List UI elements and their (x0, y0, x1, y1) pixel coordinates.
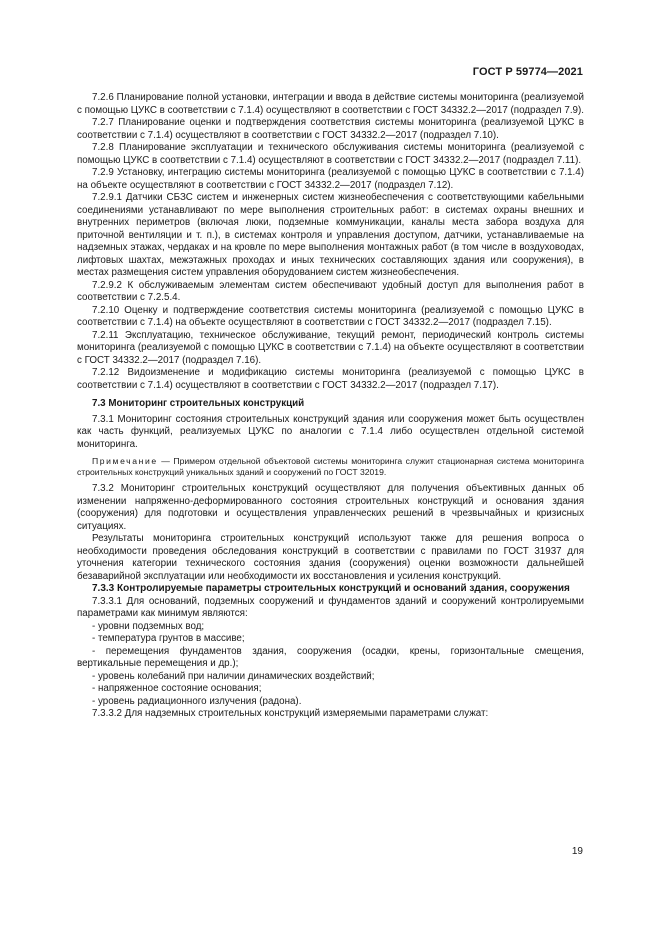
note-text: — Примером отдельной объектовой системы мониторинга служит стационарная система мониторинга строительных конструкций уникальных зданий и сооружений по ГОСТ 32019. (77, 456, 584, 477)
clause-7-3-3-1: 7.3.3.1 Для оснований, подземных сооружений и фундаментов зданий и сооружений контролируемыми параметрами как минимум являются: (77, 595, 584, 619)
list-item: - уровень колебаний при наличии динамических воздействий; (92, 670, 375, 682)
section-heading-7-3-3: 7.3.3 Контролируемые параметры строительных конструкций и оснований здания, сооружения (92, 583, 570, 594)
section-heading-7-3: 7.3 Мониторинг строительных конструкций (92, 398, 305, 409)
clause-7-2-6: 7.2.6 Планирование полной установки, интеграции и ввода в действие системы мониторинга (реализуемой с помощью ЦУКС в соответствии с 7.1.4) осуществляют в соответствии с ГОСТ 34332.2—2017 (подраздел 7.9). (77, 92, 584, 116)
list-item: - уровни подземных вод; (92, 620, 205, 632)
document-body (77, 92, 584, 721)
list-item: - перемещения фундаментов здания, сооружения (осадки, крены, горизонтальные смещения, вертикальные перемещения и др.); (77, 645, 584, 669)
note-label: Примечание (92, 456, 158, 466)
note (77, 456, 584, 478)
list-item: - напряженное состояние основания; (92, 683, 262, 694)
page-number: 19 (571, 846, 583, 857)
clause-7-2-8: 7.2.8 Планирование эксплуатации и технического обслуживания системы мониторинга (реализуемой с помощью ЦУКС в соответствии с 7.1.4) осуществляют в соответствии с ГОСТ 34332.2—2017 (подраздел 7.11). (77, 142, 584, 166)
list-item: - уровень радиационного излучения (радона). (92, 695, 302, 707)
clause-7-2-11: 7.2.11 Эксплуатацию, техническое обслуживание, текущий ремонт, периодический контроль системы мониторинга (реализуемой с помощью ЦУКС в соответствии с 7.1.4) на объекте осуществляют в соответствии с ГОСТ 34332.2—2017 (подраздел 7.16). (77, 329, 584, 366)
clause-7-3-3-2: 7.3.3.2 Для надземных строительных конструкций измеряемыми параметрами служат: (92, 708, 489, 719)
clause-7-3-2-results: Результаты мониторинга строительных конструкций используют также для решения вопроса о необходимости проведения обследования конструкций в соответствии с правилами по ГОСТ 31937 для уточнения категории технического состояния здания (сооружения) оценки возможности дальнейшей безаварийной эксплуатации или необходимости их восстановления и усиления конструкций. (77, 533, 584, 582)
list-item: - температура грунтов в массиве; (92, 633, 245, 644)
document-code: ГОСТ Р 59774—2021 (472, 66, 583, 78)
clause-7-2-9: 7.2.9 Установку, интеграцию системы мониторинга (реализуемой с помощью ЦУКС в соответствии с 7.1.4) на объекте осуществляют в соответствии с ГОСТ 34332.2—2017 (подраздел 7.12). (77, 167, 584, 191)
clause-7-3-1: 7.3.1 Мониторинг состояния строительных конструкций здания или сооружения может быть осуществлен как часть функций, реализуемых ЦУКС по аналогии с 7.1.4 либо осуществлен отдельной системой мониторинга. (77, 413, 584, 450)
clause-7-2-12: 7.2.12 Видоизменение и модификацию системы мониторинга (реализуемой с помощью ЦУКС в соответствии с 7.1.4) осуществляют в соответствии с ГОСТ 34332.2—2017 (подраздел 7.17). (77, 367, 584, 391)
clause-7-2-9-2: 7.2.9.2 К обслуживаемым элементам систем обеспечивают удобный доступ для выполнения работ в соответствии с 7.2.5.4. (77, 279, 584, 303)
parameter-list (77, 621, 584, 709)
clause-7-2-9-1: 7.2.9.1 Датчики СБЗС систем и инженерных систем жизнеобеспечения с соответствующими кабельными соединениями устанавливают по мере выполнения строительных работ: в системах охраны внешних и внутренних периметров (включая люки, подземные коммуникации, каналы места забора воздуха для приточной вентиляции и т. п.), в системах контроля и управления доступом, датчики, устанавливаемые на надземных этажах, чердаках и на кровле по мере выполнения монтажных работ (в том числе в воздуховодах, лифтовых шахтах, межэтажных проходах и иных технических составляющих здания или сооружения), в местах размещения систем управления оборудованием систем жизнеобеспечения. (77, 192, 584, 278)
clause-7-2-10: 7.2.10 Оценку и подтверждение соответствия системы мониторинга (реализуемой с помощью ЦУКС в соответствии с 7.1.4) на объекте осуществляют в соответствии с ГОСТ 34332.2—2017 (подраздел 7.15). (77, 304, 584, 328)
clause-7-2-7: 7.2.7 Планирование оценки и подтверждения соответствия системы мониторинга (реализуемой ЦУКС в соответствии с 7.1.4) осуществляют в соответствии с ГОСТ 34332.2—2017 (подраздел 7.10). (77, 117, 584, 141)
clause-7-3-2: 7.3.2 Мониторинг строительных конструкций осуществляют для получения объективных данных об изменении напряженно-деформированного состояния строительных конструкций и основания здания (сооружения) для подготовки и осуществления управленческих решений в чрезвычайных и кризисных ситуациях. (77, 483, 584, 532)
